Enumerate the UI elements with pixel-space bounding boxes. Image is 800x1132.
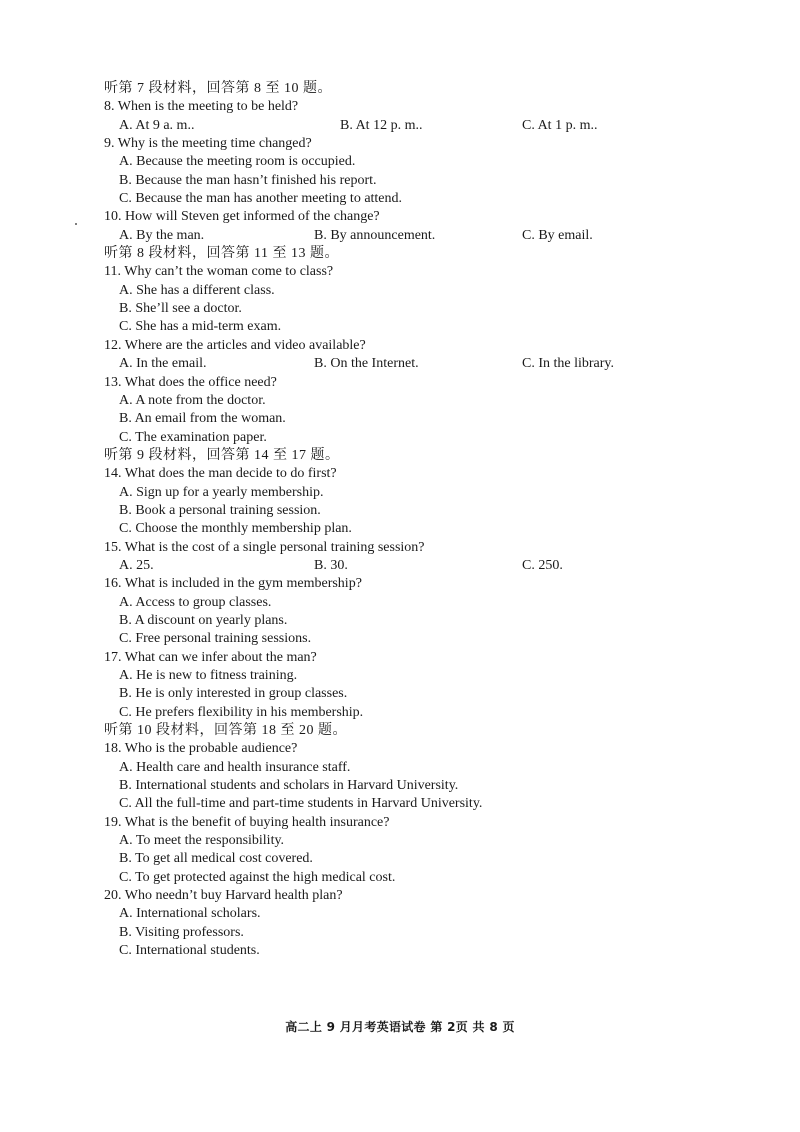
option-b: B. An email from the woman. [119, 411, 286, 427]
option-a: A. He is new to fitness training. [119, 668, 298, 683]
question-12-options [104, 355, 744, 373]
option-c: C. Choose the monthly membership plan. [119, 521, 352, 537]
option-a: A. She has a different class. [119, 282, 275, 298]
question-10-options [104, 227, 744, 245]
option-c: C. Because the man has another meeting to attend. [119, 191, 403, 207]
option-c: C. In the library. [522, 356, 615, 372]
section-header-7: 听第 7 段材料，回答第 8 至 10 题。 [104, 81, 332, 96]
option-a: A. To meet the responsibility. [119, 833, 285, 849]
option-b: B. At 12 p. m.. [340, 117, 423, 133]
question-15-stem: 15. What is the cost of a single personal training session? [104, 539, 425, 555]
option-c: C. The examination paper. [119, 429, 267, 445]
option-b: B. Because the man hasn’t finished his report. [119, 172, 377, 188]
option-c: C. To get protected against the high medical cost. [119, 869, 396, 885]
option-a: A. Sign up for a yearly membership. [119, 484, 324, 500]
question-16-stem: 16. What is included in the gym membership? [104, 576, 362, 592]
question-17-stem: 17. What can we infer about the man? [104, 649, 317, 665]
question-19-stem: 19. What is the benefit of buying health insurance? [104, 814, 390, 830]
question-13-stem: 13. What does the office need? [104, 374, 277, 390]
option-a: A. A note from the doctor. [119, 392, 266, 408]
option-b: B. On the Internet. [314, 356, 419, 372]
page-footer: 高二上 9 月月考英语试卷 第 2页 共 8 页 [285, 1020, 515, 1034]
question-14-stem: 14. What does the man decide to do first? [104, 466, 337, 482]
option-c: C. She has a mid-term exam. [119, 319, 282, 335]
option-a: A. Health care and health insurance staff. [119, 759, 351, 775]
listening-section [104, 80, 744, 961]
option-a: A. In the email. [119, 356, 207, 372]
section-header-9: 听第 9 段材料，回答第 14 至 17 题。 [104, 447, 340, 463]
option-b: B. By announcement. [314, 227, 436, 243]
question-8-stem: 8. When is the meeting to be held? [104, 99, 299, 115]
option-c: C. By email. [522, 227, 593, 243]
option-c: C. International students. [119, 943, 260, 959]
option-c: C. All the full-time and part-time students in Harvard University. [119, 796, 483, 812]
question-20-stem: 20. Who needn’t buy Harvard health plan? [104, 888, 343, 904]
option-b: B. Book a personal training session. [119, 502, 321, 518]
option-a: A. International scholars. [119, 906, 261, 922]
option-a: A. Because the meeting room is occupied. [119, 154, 356, 170]
option-c: C. At 1 p. m.. [522, 117, 598, 133]
option-b: B. He is only interested in group classes. [119, 686, 348, 702]
scan-speck [75, 223, 77, 225]
option-a: A. 25. [119, 557, 154, 573]
section-header-8: 听第 8 段材料，回答第 11 至 13 题。 [104, 246, 339, 262]
section-header-10: 听第 10 段材料，回答第 18 至 20 题。 [104, 723, 347, 739]
option-b: B. She’ll see a doctor. [119, 301, 242, 317]
option-b: B. Visiting professors. [119, 924, 244, 940]
question-11-stem: 11. Why can’t the woman come to class? [104, 264, 334, 280]
option-b: B. International students and scholars in Harvard University. [119, 778, 459, 794]
option-b: B. A discount on yearly plans. [119, 612, 288, 628]
question-8-options [104, 117, 744, 135]
option-c: C. Free personal training sessions. [119, 631, 312, 647]
question-9-stem: 9. Why is the meeting time changed? [104, 136, 312, 152]
option-b: B. 30. [314, 557, 348, 573]
question-18-stem: 18. Who is the probable audience? [104, 741, 298, 757]
option-a: A. Access to group classes. [119, 594, 272, 610]
option-b: B. To get all medical cost covered. [119, 851, 313, 867]
option-c: C. He prefers flexibility in his membership. [119, 704, 364, 720]
option-a: A. By the man. [119, 227, 205, 243]
option-a: A. At 9 a. m.. [119, 117, 195, 133]
option-c: C. 250. [522, 557, 563, 573]
question-12-stem: 12. Where are the articles and video available? [104, 337, 366, 353]
question-10-stem: 10. How will Steven get informed of the change? [104, 209, 380, 225]
question-15-options [104, 557, 744, 575]
